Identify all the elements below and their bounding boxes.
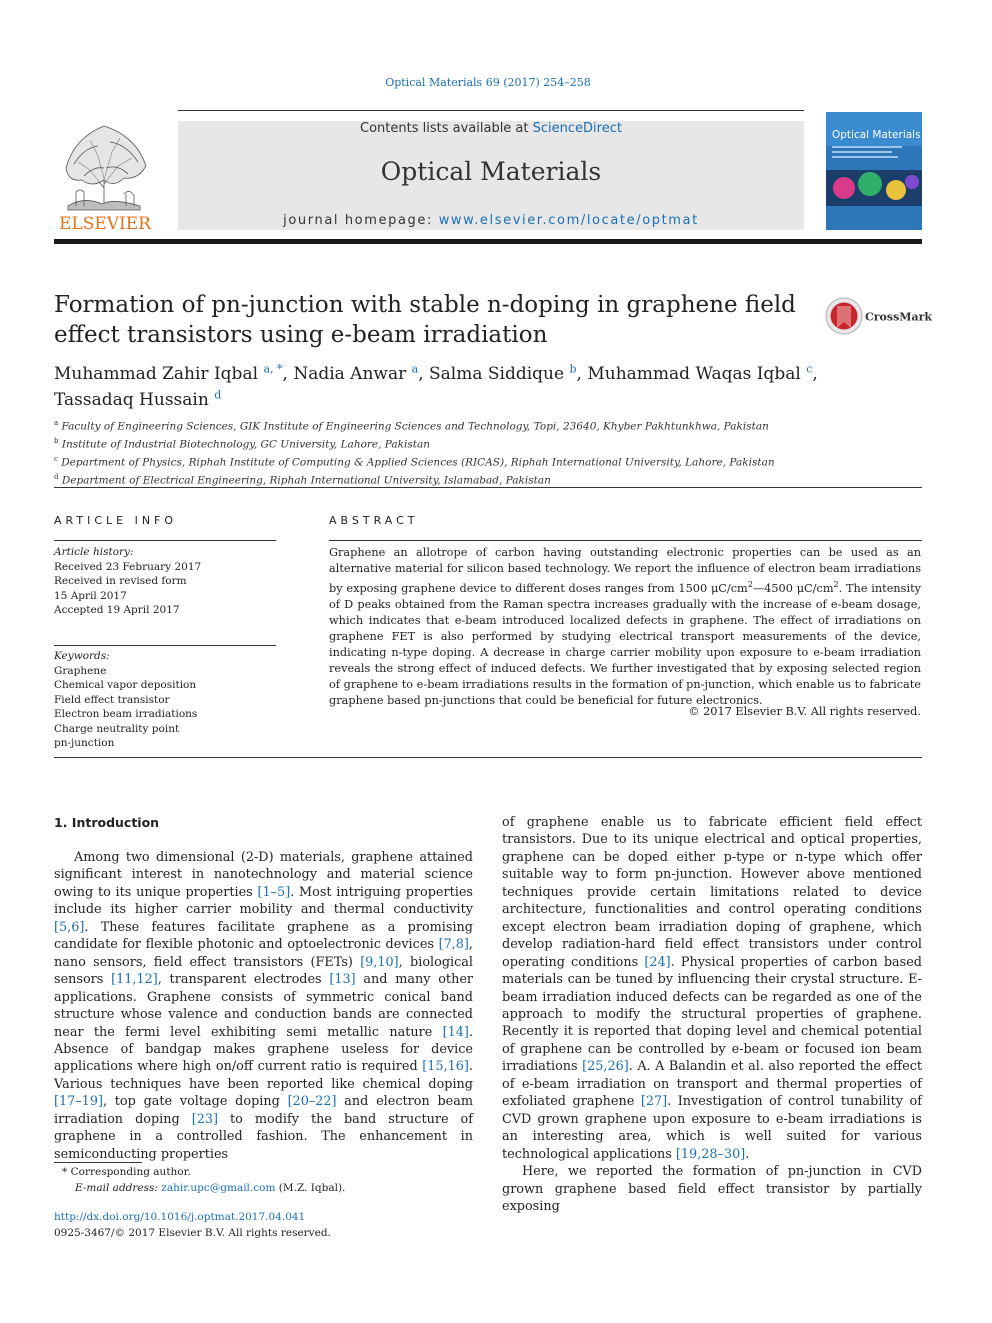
affiliation-item: $^d$ Department of Electrical Engineering, Riphah International University, Islamabad, Pakistan (54, 473, 551, 487)
homepage-link[interactable]: www.elsevier.com/locate/optmat (438, 213, 699, 228)
keywords-label: Keywords: (54, 650, 110, 662)
citation-link[interactable]: [27] (640, 1094, 668, 1110)
history-item: Received in revised form (54, 575, 187, 587)
article-info-rule (54, 540, 276, 541)
elsevier-wordmark: ELSEVIER (59, 214, 151, 234)
text-run: . Absence of bandgap makes graphene useless for device applications where high on/off current ratio is required (54, 1024, 473, 1075)
affiliation-item: $^b$ Institute of Industrial Biotechnology, GC University, Lahore, Pakistan (54, 437, 431, 451)
intro-column-left (54, 849, 473, 1163)
issn-line: 0925-3467/© 2017 Elsevier B.V. All rights reserved. (54, 1226, 331, 1239)
author-list (54, 358, 874, 411)
author-item[interactable]: Salma Siddique $^b$, (429, 362, 588, 384)
footnote-rule (54, 1162, 142, 1163)
article-title: Formation of pn-junction with stable n-doping in graphene field effect transistors using e-beam irradiation (54, 292, 796, 348)
citation-link[interactable]: [19,28–30] (675, 1146, 746, 1162)
history-item: Accepted 19 April 2017 (54, 604, 180, 616)
sciencedirect-link[interactable]: ScienceDirect (532, 121, 622, 136)
doi-link[interactable]: http://dx.doi.org/10.1016/j.optmat.2017.04.041 (54, 1211, 306, 1223)
text-run: , transparent electrodes (157, 972, 330, 988)
journal-homepage: journal homepage: www.elsevier.com/locate/optmat (283, 213, 699, 228)
citation-link[interactable]: [17–19] (54, 1094, 103, 1110)
keyword-item: Electron beam irradiations (54, 708, 198, 720)
text-run: of graphene enable us to fabricate efficient field effect transistors. Due to its unique electrical and optical properties, graphene can be doped either p-type or n-type which offer suitable way to form pn-junction. However above mentioned techniques provide certain limitations related to device architecture, functionalities and control operating conditions except electron beam irradiation doping of graphene, which develop radiation-hard field effect transistors under control operating conditions (502, 815, 922, 970)
text-run: . A. A Balandin et al. also reported the effect of e-beam irradiation on transport and thermal properties of exfoliated graphene (502, 1059, 922, 1110)
intro-column-right (502, 814, 922, 1215)
keywords-rule (54, 645, 276, 646)
text-run: , biological sensors (54, 954, 473, 988)
citation-link[interactable]: [25,26] (582, 1059, 629, 1075)
affiliation-item: $^a$ Faculty of Engineering Sciences, GIK Institute of Engineering Sciences and Technology, Topi, 23640, Khyber Pakhtunkhwa, Pakistan (54, 419, 769, 433)
author-item[interactable]: Muhammad Zahir Iqbal $^{a, *}$, (54, 362, 294, 384)
text-run: . Physical properties of carbon based materials can be tuned by influencing their crystal structure. E-beam irradiation induced defects can be regarded as one of the approach to modify the structural properties of graphene. Recently it is reported that doping level and chemical potential of graphene can be controlled by e-beam or focused ion beam irradiations (502, 954, 922, 1075)
text-run: to modify the band structure of graphene in a controlled fashion. The enhancement in semiconducting properties (54, 1111, 473, 1162)
intro-paragraph-continued (502, 814, 922, 1163)
front-matter-rule (54, 757, 922, 758)
keywords (54, 649, 284, 751)
keyword-item: pn-junction (54, 737, 115, 749)
text-run: Among two dimensional (2-D) materials, graphene attained significant interest in nanotechnology and material science owing to its unique properties (54, 850, 473, 900)
intro-paragraph (54, 849, 473, 1163)
keyword-item: Chemical vapor deposition (54, 679, 197, 691)
section-rule (54, 487, 922, 488)
doi-block (54, 1210, 474, 1241)
crossmark-label: CrossMark (865, 310, 932, 324)
keyword-item: Charge neutrality point (54, 722, 180, 735)
citation-link[interactable]: [9,10] (360, 954, 399, 970)
abstract-text: Graphene an allotrope of carbon having outstanding electronic properties can be used as an alternative material for silicon based technology. We report the influence of electron beam irradiations by exposing graphene device to different doses ranges from 1500 $\mu C/cm^2—4500$ $\mu C/cm^2$. The intensity of D peaks obtained from the Raman spectra increases gradually with the increase of e-beam dosage, which indicates that e-beam introduced localized defects in graphene. The effect of irradiations on graphene FET is also performed by studying electrical transport measurements of the device, indicating n-type doping. A decrease in charge carrier mobility upon exposure to e-beam irradiation reveals the strong effect of induced defects. We further investigated that by exposing selected region of graphene to e-beam irradiations results in the formation of pn-junction, which enable us to fabricate graphene based pn-junctions that could be beneficial for future electronics. (329, 546, 922, 707)
history-item: 15 April 2017 (54, 589, 127, 602)
text-run: . These features facilitate graphene as a promising candidate for flexible photonic and optoelectronic devices (54, 919, 473, 953)
citation-link[interactable]: [15,16] (422, 1059, 469, 1075)
text-run: . Various techniques have been reported like chemical doping (54, 1059, 473, 1092)
citation-link[interactable]: [5,6] (54, 919, 85, 935)
intro-paragraph: Here, we reported the formation of pn-junction in CVD grown graphene based field effect transistor by partially exposing (502, 1164, 922, 1214)
header-rule (178, 110, 804, 111)
author-item[interactable]: Muhammad Waqas Iqbal $^c$, (587, 362, 818, 384)
abstract-copyright: © 2017 Elsevier B.V. All rights reserved. (688, 705, 921, 718)
abstract-heading: ABSTRACT (329, 514, 419, 527)
citation-link[interactable]: [13] (329, 972, 356, 988)
affiliations (54, 416, 914, 488)
text-run: . Investigation of control tunability of CVD grown graphene upon exposure to e-beam irradiations is an interesting area, which is well suited for various technological applications (502, 1094, 922, 1162)
affiliation-item: $^c$ Department of Physics, Riphah Institute of Computing & Applied Sciences (RICAS), Riphah International University, Lahore, Pakistan (54, 455, 775, 469)
history-item: Received 23 February 2017 (54, 560, 202, 573)
citation-link[interactable]: [7,8] (438, 937, 469, 953)
citation-link[interactable]: [1–5] (257, 884, 291, 900)
citation-link[interactable]: [14] (442, 1024, 469, 1040)
section-heading-introduction: 1. Introduction (54, 815, 160, 830)
text-run: and electron beam irradiation doping (54, 1094, 473, 1127)
contents-line: Contents lists available at ScienceDirect (360, 121, 622, 136)
text-run: , top gate voltage doping (102, 1094, 288, 1110)
article-history (54, 545, 284, 618)
corresponding-author-note: * Corresponding author. E-mail address: zahir.upc@gmail.com (M.Z. Iqbal). (62, 1166, 346, 1194)
abstract-rule (329, 540, 922, 541)
text-run: . (745, 1146, 750, 1162)
elsevier-tree-logo[interactable] (54, 118, 156, 234)
journal-reference[interactable]: Optical Materials 69 (2017) 254–258 (385, 76, 591, 89)
text-run: . Most intriguing properties include its higher carrier mobility and thermal conductivity (54, 884, 473, 918)
header-thick-rule (54, 239, 922, 244)
author-item[interactable]: Nadia Anwar $^a$, (293, 362, 430, 384)
keyword-item: Field effect transistor (54, 693, 170, 706)
keyword-item: Graphene (54, 664, 107, 677)
cover-title: Optical Materials (832, 129, 921, 141)
journal-title[interactable]: Optical Materials (380, 157, 602, 186)
crossmark-badge[interactable] (824, 296, 932, 336)
author-item[interactable]: Tassadaq Hussain $^d$ (54, 388, 222, 411)
journal-cover-thumbnail[interactable] (826, 112, 922, 230)
citation-link[interactable]: [20–22] (287, 1094, 337, 1110)
history-label: Article history: (54, 546, 134, 558)
text-run: , nano sensors, field effect transistors (FETs) (54, 937, 473, 970)
citation-link[interactable]: [24] (644, 954, 671, 970)
citation-link[interactable]: [23] (191, 1111, 218, 1127)
citation-link[interactable]: [11,12] (111, 972, 158, 988)
article-info-heading: ARTICLE INFO (54, 514, 178, 527)
text-run: and many other applications. Graphene consists of symmetric conical band structure whose valence and conduction bands are connected near the fermi level exhibiting semi metallic nature (54, 972, 474, 1040)
email-link[interactable]: zahir.upc@gmail.com (161, 1181, 276, 1194)
